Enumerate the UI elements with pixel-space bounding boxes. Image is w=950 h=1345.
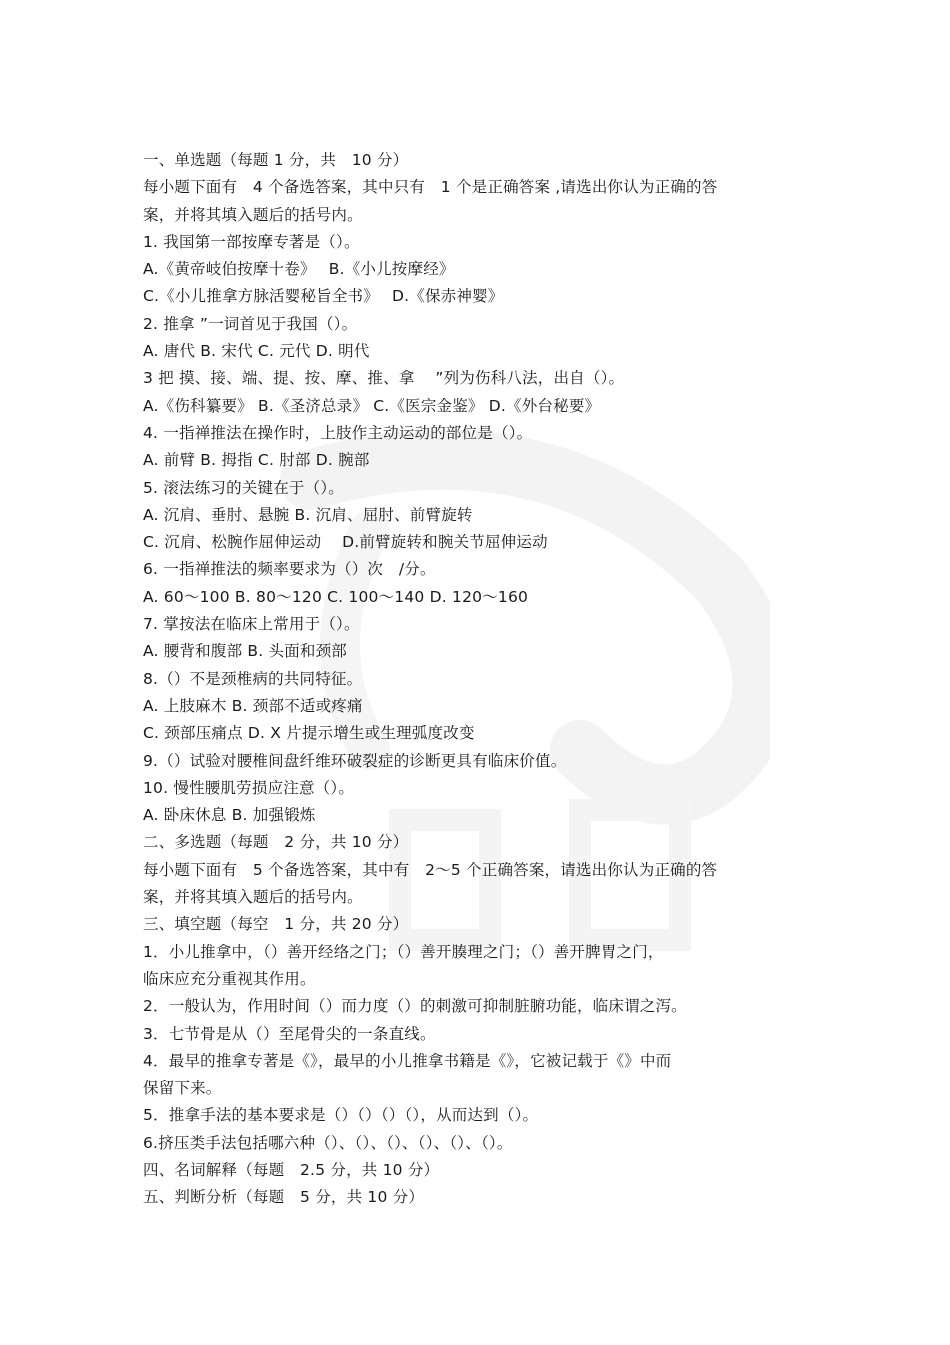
fill-blank-1: 1．小儿推拿中，（）善开经络之门；（）善开腠理之门；（）善开脾胃之门， (143, 942, 664, 961)
fill-blank-5: 5．推拿手法的基本要求是（）（）（）（），从而达到（）。 (143, 1106, 539, 1125)
section-title-fill-blank: 三、填空题（每空 1 分，共 20 分） (143, 915, 409, 934)
fill-blank-2: 2．一般认为，作用时间（）而力度（）的刺激可抑制脏腑功能，临床谓之泻。 (143, 997, 687, 1016)
question-1: 1. 我国第一部按摩专著是（）。 (143, 232, 360, 251)
fill-blank-1-cont: 临床应充分重视其作用。 (143, 969, 316, 988)
question-2: 2. 推拿 ”一词首见于我国（）。 (143, 314, 358, 333)
question-8: 8.（）不是颈椎病的共同特征。 (143, 669, 363, 688)
section-title-single-choice: 一、单选题（每题 1 分，共 10 分） (143, 151, 409, 169)
question-10-options: A. 卧床休息 B. 加强锻炼 (143, 806, 316, 825)
instruction-line: 每小题下面有 4 个备选答案，其中只有 1 个是正确答案 ,请选出你认为正确的答 (143, 178, 718, 197)
question-8-options: C. 颈部压痛点 D. X 片提示增生或生理弧度改变 (143, 724, 475, 743)
section-title-judgment-analysis: 五、判断分析（每题 5 分，共 10 分） (143, 1188, 425, 1207)
question-4: 4. 一指禅推法在操作时，上肢作主动运动的部位是（）。 (143, 423, 533, 442)
question-4-options: A. 前臂 B. 拇指 C. 肘部 D. 腕部 (143, 451, 370, 470)
fill-blank-6: 6.挤压类手法包括哪六种（）、（）、（）、（）、（）、（）。 (143, 1133, 513, 1152)
fill-blank-4: 4．最早的推拿专著是《》，最早的小儿推拿书籍是《》，它被记载于《》中而 (143, 1051, 672, 1070)
question-8-options: A. 上肢麻木 B. 颈部不适或疼痛 (143, 696, 363, 715)
exam-text (143, 147, 813, 1212)
question-6-options: A. 60～100 B. 80～120 C. 100～140 D. 120～160 (143, 587, 529, 606)
fill-blank-3: 3．七节骨是从（）至尾骨尖的一条直线。 (143, 1024, 436, 1043)
question-1-options: A.《黄帝岐伯按摩十卷》 B.《小儿按摩经》 (143, 260, 455, 279)
question-3-options: A.《伤科纂要》 B.《圣济总录》 C.《医宗金鉴》 D.《外台秘要》 (143, 396, 601, 415)
question-7: 7. 掌按法在临床上常用于（）。 (143, 615, 360, 634)
section-title-multiple-choice: 二、多选题（每题 2 分，共 10 分） (143, 833, 409, 852)
question-5: 5. 滚法练习的关键在于（）。 (143, 478, 344, 497)
question-10: 10. 慢性腰肌劳损应注意（）。 (143, 778, 355, 797)
question-9: 9.（）试验对腰椎间盘纤维环破裂症的诊断更具有临床价值。 (143, 751, 567, 770)
instruction-line: 案，并将其填入题后的括号内。 (143, 888, 363, 907)
question-2-options: A. 唐代 B. 宋代 C. 元代 D. 明代 (143, 342, 370, 361)
question-5-options: C. 沉肩、松腕作屈伸运动 D.前臂旋转和腕关节屈伸运动 (143, 533, 548, 552)
question-5-options: A. 沉肩、垂肘、悬腕 B. 沉肩、屈肘、前臂旋转 (143, 505, 473, 524)
instruction-line: 每小题下面有 5 个备选答案，其中有 2～5 个正确答案，请选出你认为正确的答 (143, 860, 718, 879)
question-1-options: C.《小儿推拿方脉活婴秘旨全书》 D.《保赤神婴》 (143, 287, 504, 306)
section-title-term-explanation: 四、名词解释（每题 2.5 分，共 10 分） (143, 1160, 440, 1179)
instruction-line: 案，并将其填入题后的括号内。 (143, 205, 363, 224)
question-6: 6. 一指禅推法的频率要求为（）次 /分。 (143, 560, 436, 579)
fill-blank-4-cont: 保留下来。 (143, 1079, 222, 1098)
question-3: 3 把 摸、接、端、提、按、摩、推、拿 ”列为伤科八法，出自（）。 (143, 369, 625, 388)
question-7-options: A. 腰背和腹部 B. 头面和颈部 (143, 642, 348, 661)
